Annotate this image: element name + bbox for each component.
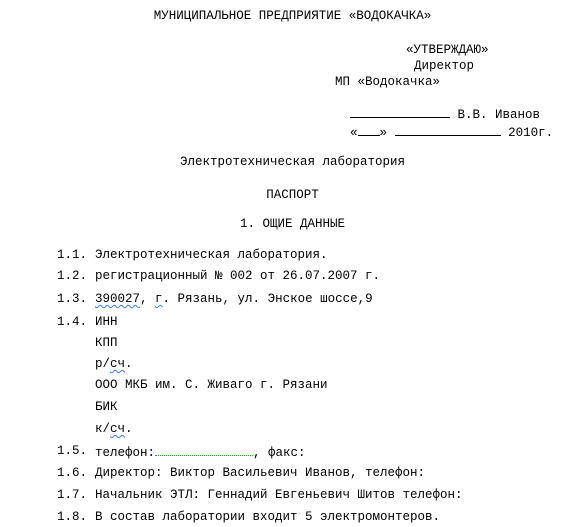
- city-prefix: г: [155, 292, 163, 306]
- item-text: Электротехническая лаборатория.: [95, 248, 328, 262]
- phone-label: телефон:: [95, 446, 156, 460]
- item-text: В состав лаборатории входит 5 электромонтеров.: [95, 510, 441, 524]
- phone-blank: [155, 443, 253, 456]
- item-corr-account: [95, 421, 133, 437]
- corr-account-prefix: к/: [95, 422, 111, 436]
- date-quote-close: »: [379, 126, 388, 140]
- account-abbr: сч: [110, 357, 126, 371]
- approval-signer: В.В. Иванов: [457, 108, 541, 122]
- item-text: регистрационный № 002 от 26.07.2007 г.: [95, 269, 381, 283]
- item-number: 1.6.: [57, 466, 88, 480]
- item-text: ООО МКБ им. С. Живаго г. Рязани: [95, 378, 328, 392]
- item-account: [95, 356, 133, 372]
- item-number: 1.8.: [57, 510, 88, 524]
- organization-header: МУНИЦИПАЛЬНОЕ ПРЕДПРИЯТИЕ «ВОДОКАЧКА»: [153, 9, 432, 23]
- item-number: 1.7.: [57, 488, 88, 502]
- fax-label: факс:: [260, 446, 306, 460]
- account-prefix: р/: [95, 357, 111, 371]
- corr-account-dot: .: [125, 422, 133, 436]
- address-rest: . Рязань, ул. Энское шоссе,9: [162, 292, 373, 306]
- item-number: 1.1.: [57, 248, 88, 262]
- lab-title: Электротехническая лаборатория: [179, 155, 406, 169]
- item-number: 1.3.: [57, 292, 88, 306]
- item-number: 1.2.: [57, 269, 88, 283]
- address-comma: ,: [140, 292, 156, 306]
- item-text: БИК: [95, 400, 118, 414]
- approval-position: Директор: [414, 59, 475, 73]
- item-phone-fax: телефон: , факс:: [95, 443, 306, 461]
- month-blank: [395, 124, 501, 136]
- item-text: ИНН: [95, 315, 118, 329]
- item-address: [95, 291, 373, 307]
- item-number: 1.5.: [57, 444, 88, 458]
- corr-account-abbr: сч: [110, 422, 126, 436]
- date-quote-open: «: [350, 126, 358, 140]
- account-dot: .: [125, 357, 133, 371]
- day-blank: [358, 124, 380, 136]
- approval-year: 2010г.: [508, 126, 554, 140]
- section-title: 1. ОЩИЕ ДАННЫЕ: [239, 217, 346, 231]
- item-text: Начальник ЭТЛ: Геннадий Евгеньевич Шитов телефон:: [95, 488, 463, 502]
- approval-organization: МП «Водокачка»: [335, 75, 441, 89]
- approval-date-line: [335, 108, 553, 141]
- passport-title: ПАСПОРТ: [266, 188, 319, 202]
- item-number: 1.4.: [57, 315, 88, 329]
- item-text: Директор: Виктор Васильевич Иванов, телефон:: [95, 466, 426, 480]
- item-text: КПП: [95, 336, 118, 350]
- approval-stamp: «УТВЕРЖДАЮ»: [406, 43, 489, 57]
- postal-code: 390027: [95, 292, 141, 306]
